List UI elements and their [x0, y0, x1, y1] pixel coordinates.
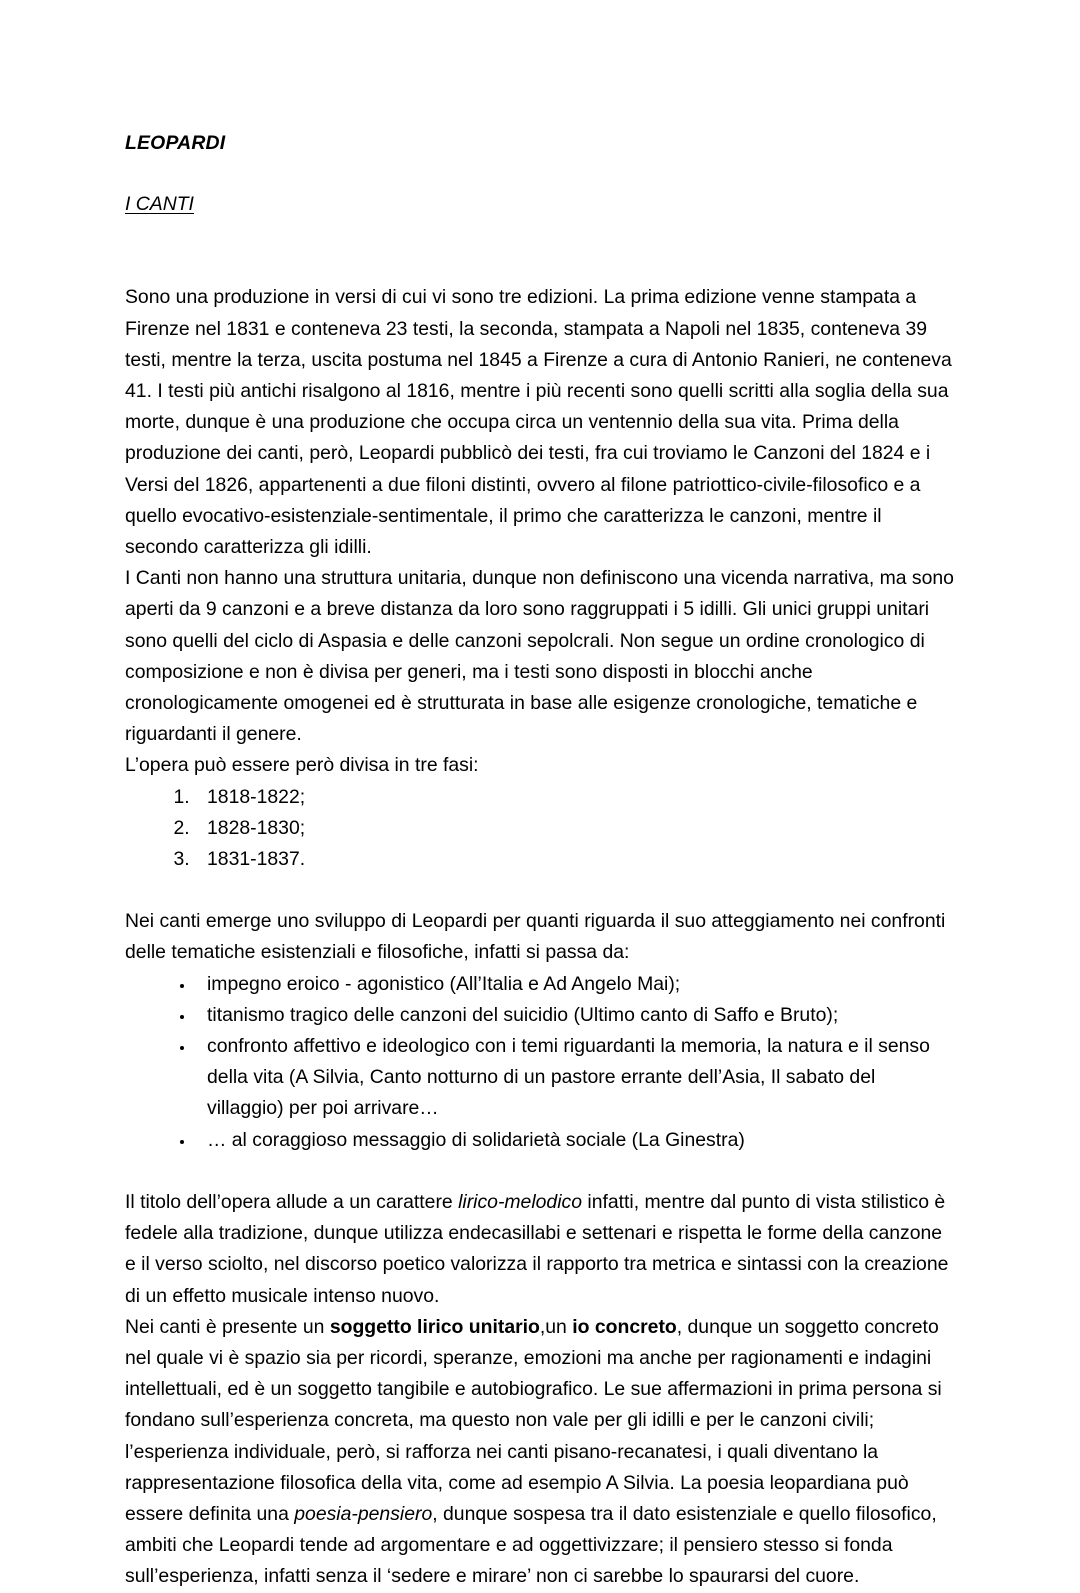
- document-body: [125, 128, 957, 1593]
- paragraph-editions: Sono una produzione in versi di cui vi sono tre edizioni. La prima edizione venne stampata a Firenze nel 1831 e conteneva 23 testi, la seconda, stampata a Napoli nel 1835, conteneva 39 testi, mentre la terza, uscita postuma nel 1845 a Firenze a cura di Antonio Ranieri, ne conteneva 41. I testi più antichi risalgono al 1816, mentre i più recenti sono quelli scritti alla soglia della sua morte, dunque è una produzione che occupa circa un ventennio della sua vita. Prima della produzione dei canti, però, Leopardi pubblicò dei testi, fra cui troviamo le Canzoni del 1824 e i Versi del 1826, appartenenti a due filoni distinti, ovvero al filone patriottico-civile-filosofico e a quello evocativo-esistenziale-sentimentale, il primo che caratterizza le canzoni, mentre il secondo caratterizza gli idilli.: [125, 286, 952, 559]
- text-run: infatti, mentre dal punto di vista stilistico è fedele alla tradizione, dunque utilizza endecasillabi e settenari e rispetta le forme della canzone e il verso sciolto, nel discorso poetico valorizza il rapporto tra metrica e sintassi con la creazione di un effetto musicale intenso nuovo.: [125, 1190, 949, 1307]
- paragraph-development-intro: Nei canti emerge uno sviluppo di Leopardi per quanti riguarda il suo atteggiamento nei confronti delle tematiche esistenziali e filosofiche, infatti si passa da:: [125, 910, 946, 964]
- page-title: LEOPARDI: [125, 132, 226, 154]
- text-run: ,un: [539, 1315, 573, 1338]
- list-item: • impegno eroico - agonistico (All’Italia e Ad Angelo Mai);: [195, 969, 957, 1000]
- list-item: • … al coraggioso messaggio di solidarietà sociale (La Ginestra): [195, 1125, 957, 1156]
- list-item: 1. 1818-1822;: [195, 782, 957, 813]
- emphasis-poesia-pensiero: poesia-pensiero: [294, 1502, 433, 1525]
- text-run: Il titolo dell’opera allude a un carattere: [125, 1190, 459, 1213]
- bold-soggetto-lirico-unitario: soggetto lirico unitario: [329, 1315, 540, 1338]
- paragraph-structure: I Canti non hanno una struttura unitaria, dunque non definiscono una vicenda narrativa, ma sono aperti da 9 canzoni e a breve distanza da loro sono raggruppati i 5 idilli. Gli unici gruppi unitari sono quelli del ciclo di Aspasia e delle canzoni sepolcrali. Non segue un ordine cronologico di composizione e non è divisa per generi, ma i testi sono disposti in blocchi anche cronologicamente omogenei ed è strutturata in base alle esigenze cronologiche, tematiche e riguardanti il genere.: [125, 567, 954, 746]
- phases-list: [125, 782, 957, 876]
- bold-io-concreto: io concreto: [572, 1315, 677, 1338]
- paragraph-soggetto-lirico: [125, 1312, 957, 1593]
- paragraph-spacer: [125, 1156, 957, 1187]
- paragraph-lirico-melodico: [125, 1187, 957, 1312]
- text-run: , dunque un soggetto concreto nel quale vi è spazio sia per ricordi, speranze, emozioni ma anche per ragionamenti e indagini intellettuali, ed è un soggetto tangibile e autobiografico. Le sue affermazioni in prima persona si fondano sull’esperienza concreta, ma questo non vale per gli idilli e per le canzoni civili; l’esperienza individuale, però, si rafforza nei canti pisano-recanatesi, i quali diventano la rappresentazione filosofica della vita, come ad esempio A Silvia. La poesia leopardiana può essere definita una: [125, 1315, 942, 1525]
- paragraph-three-phases-intro: L’opera può essere però divisa in tre fasi:: [125, 754, 479, 777]
- text-run: Nei canti è presente un: [125, 1315, 330, 1338]
- section-heading-i-canti: I CANTI: [125, 193, 194, 216]
- section-heading-wrapper: [125, 189, 957, 251]
- themes-list: [125, 969, 957, 1156]
- emphasis-lirico-melodico: lirico-melodico: [458, 1190, 582, 1213]
- list-item: 2. 1828-1830;: [195, 813, 957, 844]
- paragraph-spacer: [125, 875, 957, 906]
- list-item: • confronto affettivo e ideologico con i temi riguardanti la memoria, la natura e il senso della vita (A Silvia, Canto notturno di un pastore errante dell’Asia, Il sabato del villaggio) per poi arrivare…: [195, 1031, 957, 1125]
- list-item: • titanismo tragico delle canzoni del suicidio (Ultimo canto di Saffo e Bruto);: [195, 1000, 957, 1031]
- list-item: 3. 1831-1837.: [195, 844, 957, 875]
- text-run: , dunque sospesa tra il dato esistenziale e quello filosofico, ambiti che Leopardi tende ad argomentare e ad oggettivizzare; il pensiero stesso si fonda sull’esperienza, infatti senza il ‘sedere e mirare’ non ci sarebbe lo spaurarsi del cuore.: [125, 1502, 937, 1588]
